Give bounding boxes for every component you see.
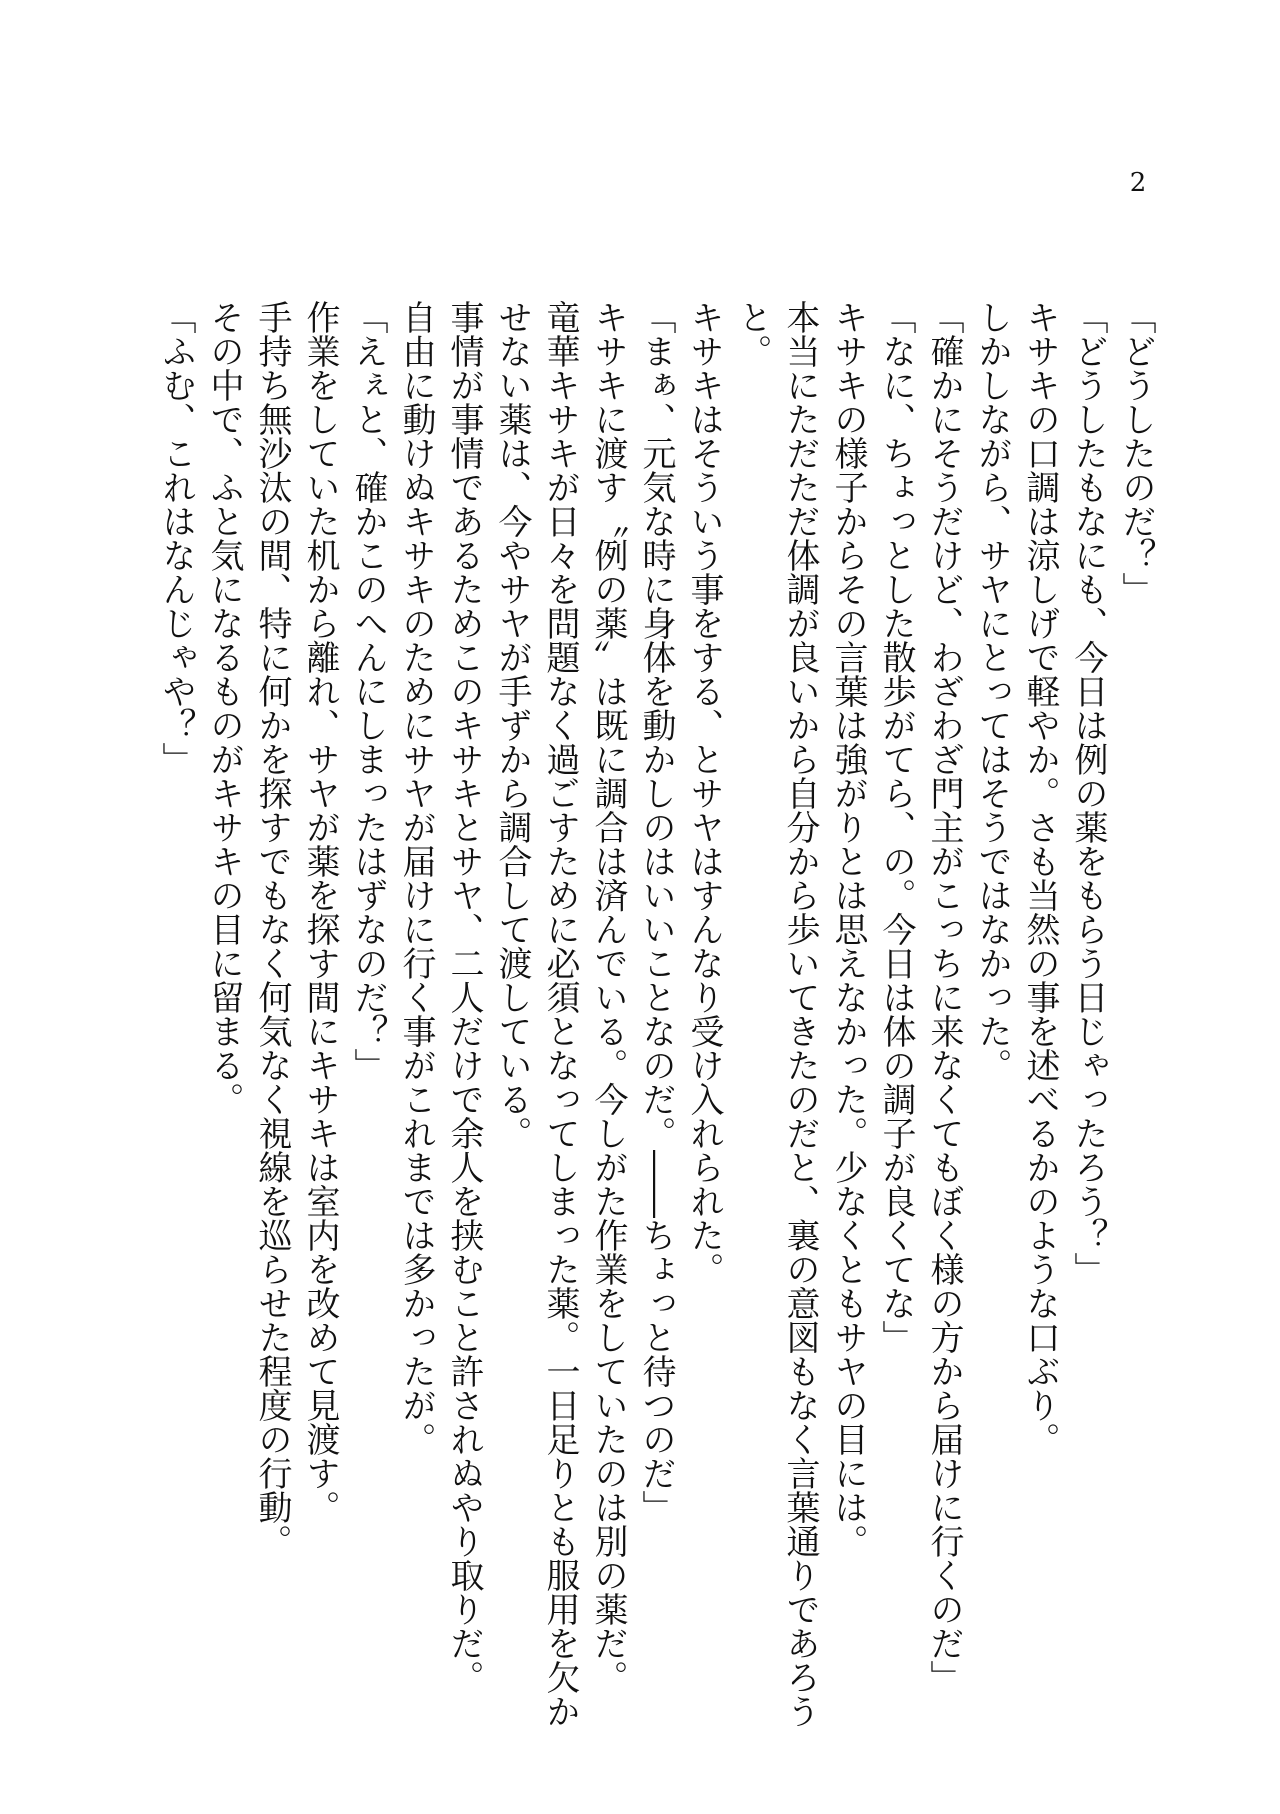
text-line: キサキの口調は涼しげで軽やか。さも当然の事を述べるかのような口ぶり。 bbox=[1020, 300, 1060, 1456]
text-line: 「まぁ、元気な時に身体を動かしのはいいことなのだ。――ちょっと待つのだ」 bbox=[636, 300, 676, 1524]
text-line: 作業をしていた机から離れ、サヤが薬を探す間にキサキは室内を改めて見渡す。 bbox=[300, 300, 340, 1524]
text-line: 手持ち無沙汰の間、特に何かを探すでもなく何気なく視線を巡らせた程度の行動。 bbox=[252, 300, 292, 1558]
text-line: 「ふむ、これはなんじゃや？」 bbox=[156, 300, 196, 776]
text-line: キサキの様子からその言葉は強がりとは思えなかった。少なくともサヤの目には。 bbox=[828, 300, 868, 1558]
text-line: と。 bbox=[732, 300, 772, 368]
text-line: 「確かにそうだけど、わざわざ門主がこっちに来なくてもぼく様の方から届けに行くのだ」 bbox=[924, 300, 964, 1694]
text-line: 本当にただただ体調が良いから自分から歩いてきたのだと、裏の意図もなく言葉通りであろう bbox=[780, 300, 820, 1728]
text-line: 竜華キサキが日々を問題なく過ごすために必須となってしまった薬。一日足りとも服用を欠か bbox=[540, 300, 580, 1728]
text-line: 事情が事情であるためこのキサキとサヤ、二人だけで余人を挟むこと許されぬやり取りだ。 bbox=[444, 300, 484, 1694]
vertical-text-block bbox=[152, 300, 1160, 1728]
page-number: 2 bbox=[1129, 168, 1147, 198]
text-line: 「どうしたもなにも、今日は例の薬をもらう日じゃったろう？」 bbox=[1068, 300, 1108, 1286]
text-line: しかしながら、サヤにとってはそうではなかった。 bbox=[972, 300, 1012, 1082]
text-line: 自由に動けぬキサキのためにサヤが届けに行く事がこれまでは多かったが。 bbox=[396, 300, 436, 1456]
text-line: キサキはそういう事をする、とサヤはすんなり受け入れられた。 bbox=[684, 300, 724, 1286]
text-line: せない薬は、今やサヤが手ずから調合して渡している。 bbox=[492, 300, 532, 1150]
text-line: その中で、ふと気になるものがキサキの目に留まる。 bbox=[204, 300, 244, 1116]
text-line: 「えぇと、確かこのへんにしまったはずなのだ？」 bbox=[348, 300, 388, 1082]
text-line: 「なに、ちょっとした散歩がてら、の。今日は体の調子が良くてな」 bbox=[876, 300, 916, 1354]
text-line: 「どうしたのだ？」 bbox=[1116, 300, 1156, 606]
text-line: キサキに渡す〝例の薬〟は既に調合は済んでいる。今しがた作業をしていたのは別の薬だ。 bbox=[588, 300, 628, 1694]
